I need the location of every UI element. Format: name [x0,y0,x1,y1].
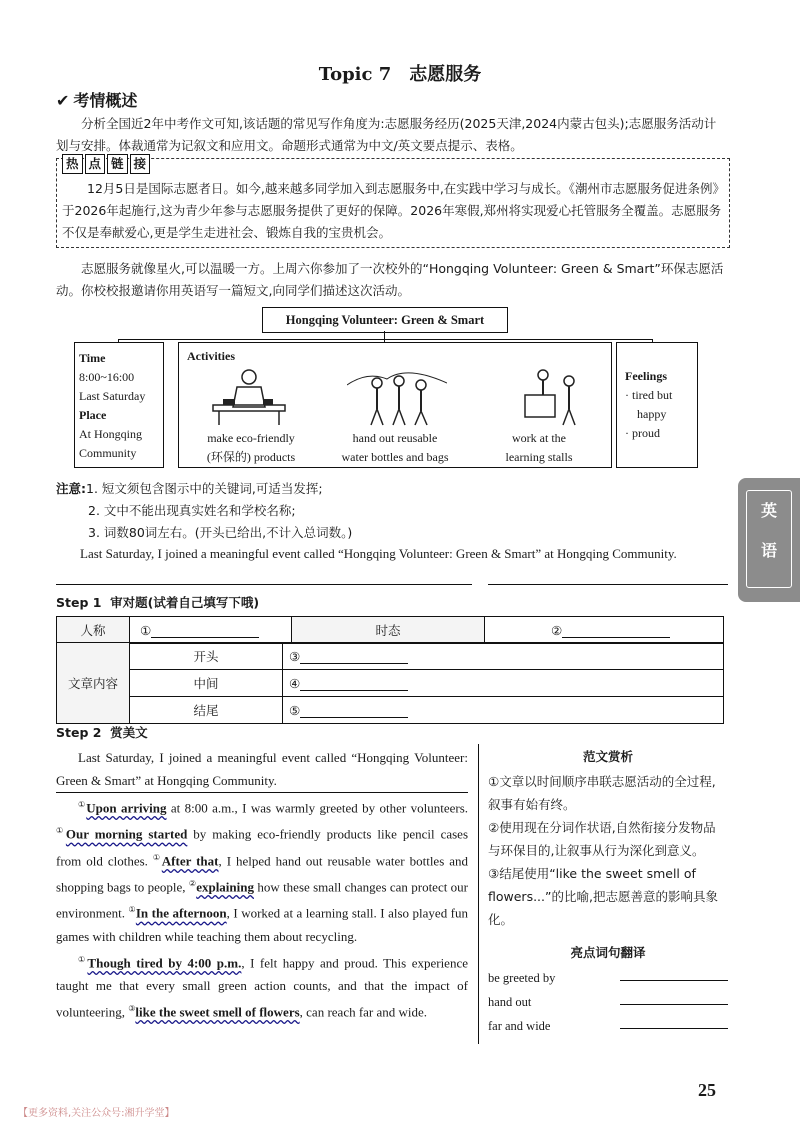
note-2: 2. 文中不能出现真实姓名和学校名称; [88,503,296,518]
page-number: 25 [698,1080,716,1100]
essay-para-1: Last Saturday, I joined a meaningful event called “Hongqing Volunteer: Green & Smart” at Hongqing Community. [56,746,468,793]
phrase-answer-2[interactable] [620,990,728,1005]
note-3: 3. 词数80词左右。(开头已给出,不计入总词数。) [88,525,353,540]
middle-field[interactable]: ④ [283,670,724,697]
step1-table: 人称 ① 时态 ② [56,616,724,644]
opening-field[interactable]: ③ [283,643,724,670]
making-products-illustration [203,365,293,427]
step1-heading: Step 1 审对题(试着自己填写下哦) [56,595,260,610]
essay-para-3: ①Though tired by 4:00 p.m., I felt happy and proud. This experience taught me that every small green action counts, and that the impact of volunteering, ③like the sweet smell of flowers, can reach far and wide. [56,954,468,1020]
learning-stall-illustration [519,365,589,427]
hot-link-tag: 热 点 链 接 [62,154,150,174]
phrases-title: 亮点词句翻译 [570,945,646,960]
phrases-list: be greeted by hand out far and wide [488,966,728,1038]
footer-note: 【更多资料,关注公众号:湘升学堂】 [18,1108,175,1119]
model-essay [56,746,468,1023]
step2-heading: Step 2 赏美文 [56,725,148,740]
person-field[interactable]: ① [130,617,292,644]
activity-1: make eco-friendly (环保的) products [206,431,296,464]
writing-prompt: 志愿服务就像星火,可以温暖一方。上周六你参加了一次校外的“Hongqing Volunteer: Green & Smart”环保志愿活动。你校校报邀请你用英语写一篇短文,向同学们描述这次活动。 [56,261,724,298]
diagram-title: Hongqing Volunteer: Green & Smart [262,307,508,333]
tense-field[interactable]: ② [485,617,724,644]
time-place-box: Time 8:00~16:00 Last Saturday Place At Hongqing Community [74,342,164,468]
notes: 注意:1. 短文须包含图示中的关键词,可适当发挥; [56,481,323,496]
section-heading: ✔ 考情概述 [56,91,138,110]
page-title: Topic 7 志愿服务 [318,64,482,85]
activities-box: Activities make eco-friendly (环保的) products hand out reusable water bottles and bags work at the learning stalls [178,342,612,468]
ending-field[interactable]: ⑤ [283,697,724,724]
activity-3: work at the learning stalls [505,431,573,464]
phrase-answer-3[interactable] [620,1014,728,1029]
activity-2: hand out reusable water bottles and bags [341,431,449,464]
feelings-box: Feelings · tired but happy · proud [616,342,698,468]
step1-content-table: 文章内容 开头 ③ 中间 ④ 结尾 ⑤ [56,642,724,724]
opening-sentence: Last Saturday, I joined a meaningful event called “Hongqing Volunteer: Green & Smart” at Hongqing Community. [80,546,677,561]
overview-text: 分析全国近2年中考作文可知,该话题的常见写作角度为:志愿服务经历(2025天津,2024内蒙古包头);志愿服务活动计划与安排。体裁通常为记叙文和应用文。命题形式通常为中文/英文要点提示、表格。 [56,116,717,153]
phrase-answer-1[interactable] [620,966,728,981]
essay-para-2: ①Upon arriving at 8:00 a.m., I was warmly greeted by other volunteers. ①Our morning started by making eco-friendly products like pencil cases from old clothes. ①After that, I helped hand out reusable water bottles and shopping bags to people, ②explaining how these small changes can protect our environment. ①In the afternoon, I worked at a learning stall. I also played fun games with children while teaching them about recycling. [56,800,469,944]
hot-link-text: 12月5日是国际志愿者日。如今,越来越多同学加入到志愿服务中,在实践中学习与成长。《潮州市志愿服务促进条例》于2026年起施行,这为青少年参与志愿服务提供了更好的保障。2026年寒假,郑州将实现爱心托管服务全覆盖。志愿服务不仅是奉献爱心,更是学生走进社会、锻炼自我的宝贵机会。 [62,181,722,240]
analysis-title: 范文赏析 [582,749,633,764]
subject-tab: 英 语 [738,478,800,602]
handing-out-bottles-illustration [347,365,447,427]
checkmark-icon: ✔ [56,91,70,110]
analysis-list: ①文章以时间顺序串联志愿活动的全过程,叙事有始有终。 ②使用现在分词作状语,自然衔接分发物品与环保目的,让叙事从行为深化到意义。 ③结尾使用“like the sweet smell of flowers...”的比喻,把志愿善意的影响具象化。 [488,774,718,927]
